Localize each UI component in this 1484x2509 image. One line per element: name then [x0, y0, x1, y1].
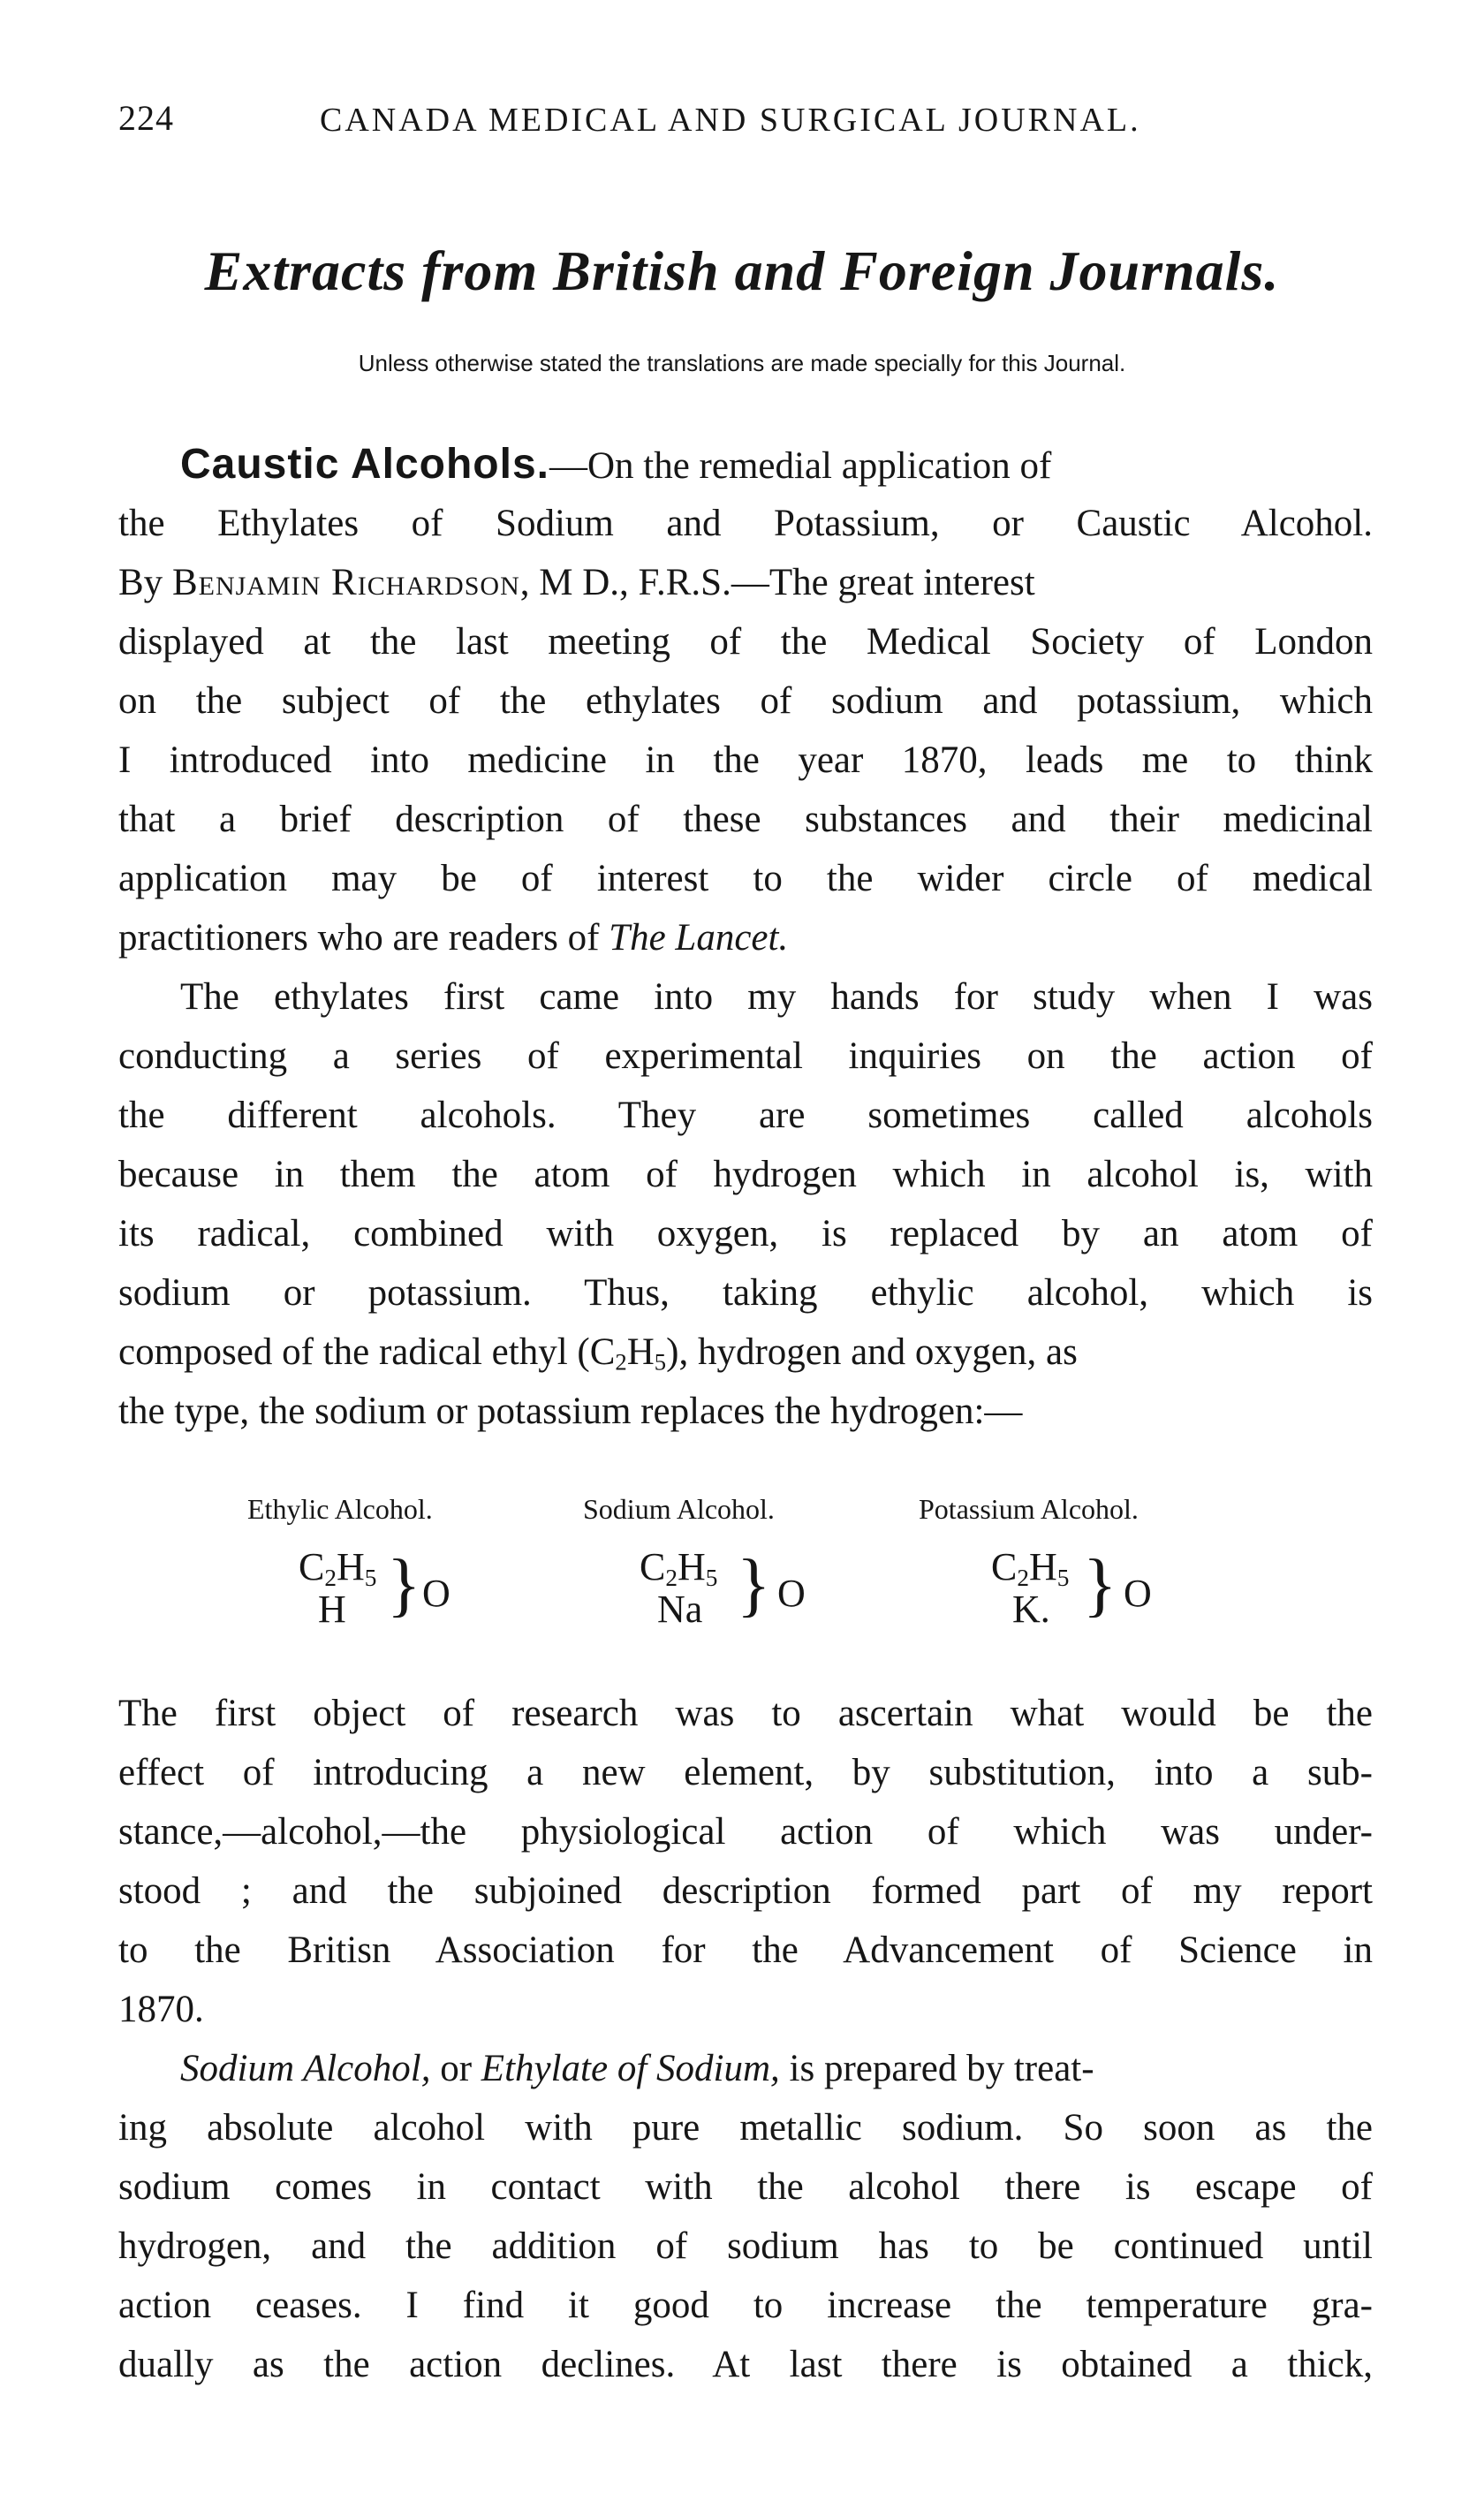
paragraph-4-line: sodium comes in contact with the alcohol there is escape of: [118, 2166, 1373, 2208]
lancet-title: The Lancet.: [609, 917, 789, 959]
brace-symbol: }: [737, 1546, 771, 1624]
paragraph-3-line: stance,—alcohol,—the physiological action of which was under-: [118, 1811, 1373, 1853]
paragraph-2-line: the type, the sodium or potassium replaces the hydrogen:—: [118, 1391, 1023, 1432]
article-body-bottom: [118, 1684, 1373, 2394]
paragraph-2-line: because in them the atom of hydrogen which in alcohol is, with: [118, 1154, 1373, 1195]
formula-table: [247, 1493, 1237, 1634]
paragraph-3-line: 1870.: [118, 1989, 204, 2030]
paragraph-4-line: action ceases. I find it good to increase the temperature gra-: [118, 2285, 1373, 2326]
paragraph-4-line: ing absolute alcohol with pure metallic sodium. So soon as the: [118, 2107, 1373, 2149]
paragraph-1-line: By Benjamin Richardson, M D., F.R.S.—The great interest: [118, 562, 1035, 603]
chemical-formula: $C_2H_5$ Na } O: [640, 1545, 806, 1631]
formula-potassium: [919, 1493, 1237, 1631]
section-note: Unless otherwise stated the translations are made specially for this Journal.: [358, 350, 1126, 376]
formula-ethylic: [247, 1493, 565, 1631]
paragraph-2-line: conducting a series of experimental inquiries on the action of: [118, 1035, 1373, 1077]
paragraph-3-line: The first object of research was to ascertain what would be the: [118, 1693, 1373, 1734]
paragraph-3-line: to the Britisn Association for the Advancement of Science in: [118, 1929, 1373, 1971]
page-number: 224: [118, 98, 174, 138]
paragraph-4-line: hydrogen, and the addition of sodium has to be continued until: [118, 2225, 1373, 2267]
paragraph-1-line: application may be of interest to the wider circle of medical: [118, 858, 1373, 899]
paragraph-2-line: The ethylates first came into my hands for study when I was: [180, 976, 1373, 1018]
article-body-top: [118, 435, 1373, 1441]
brace-symbol: }: [387, 1546, 421, 1624]
paragraph-2-line: its radical, combined with oxygen, is replaced by an atom of: [118, 1213, 1373, 1254]
paragraph-1-line: practitioners who are readers of The Lancet.: [118, 917, 789, 959]
paragraph-3-line: stood ; and the subjoined description formed part of my report: [118, 1870, 1373, 1912]
formula-heading: Sodium Alcohol.: [583, 1493, 775, 1525]
author-name: Benjamin Richardson: [171, 562, 520, 603]
paragraph-1-line: the Ethylates of Sodium and Potassium, or Caustic Alcohol.: [118, 503, 1373, 544]
article-lead: Caustic Alcohols.: [180, 441, 549, 488]
paragraph-1-line: on the subject of the ethylates of sodium and potassium, which: [118, 680, 1373, 722]
paragraph-1-line: displayed at the last meeting of the Medical Society of London: [118, 621, 1373, 663]
paragraph-2-line: sodium or potassium. Thus, taking ethylic alcohol, which is: [118, 1272, 1373, 1314]
paragraph-1-line: that a brief description of these substances and their medicinal: [118, 799, 1373, 840]
paragraph-2-line: composed of the radical ethyl $(C_2H_5)$, hydrogen and oxygen, as: [118, 1331, 1078, 1376]
paragraph-3-line: effect of introducing a new element, by substitution, into a sub-: [118, 1752, 1373, 1793]
section-title: Extracts from British and Foreign Journals.: [204, 239, 1280, 302]
chemical-formula: $C_2H_5$ K. } O: [991, 1545, 1152, 1631]
journal-name: CANADA MEDICAL AND SURGICAL JOURNAL.: [320, 102, 1141, 139]
chemical-formula: $C_2H_5$ H } O: [299, 1545, 450, 1631]
paragraph-1-line: Caustic Alcohols.—On the remedial application of: [180, 441, 1052, 488]
paragraph-1-line: I introduced into medicine in the year 1870, leads me to think: [118, 739, 1373, 781]
formula-heading: Ethylic Alcohol.: [247, 1493, 433, 1525]
formula-sodium: [583, 1493, 901, 1631]
paragraph-2-line: the different alcohols. They are sometimes called alcohols: [118, 1095, 1373, 1136]
paragraph-4-line: Sodium Alcohol, or Ethylate of Sodium, is prepared by treat-: [180, 2048, 1094, 2089]
formula-heading: Potassium Alcohol.: [919, 1493, 1139, 1525]
paragraph-4-line: dually as the action declines. At last there is obtained a thick,: [118, 2344, 1373, 2385]
brace-symbol: }: [1083, 1546, 1117, 1624]
